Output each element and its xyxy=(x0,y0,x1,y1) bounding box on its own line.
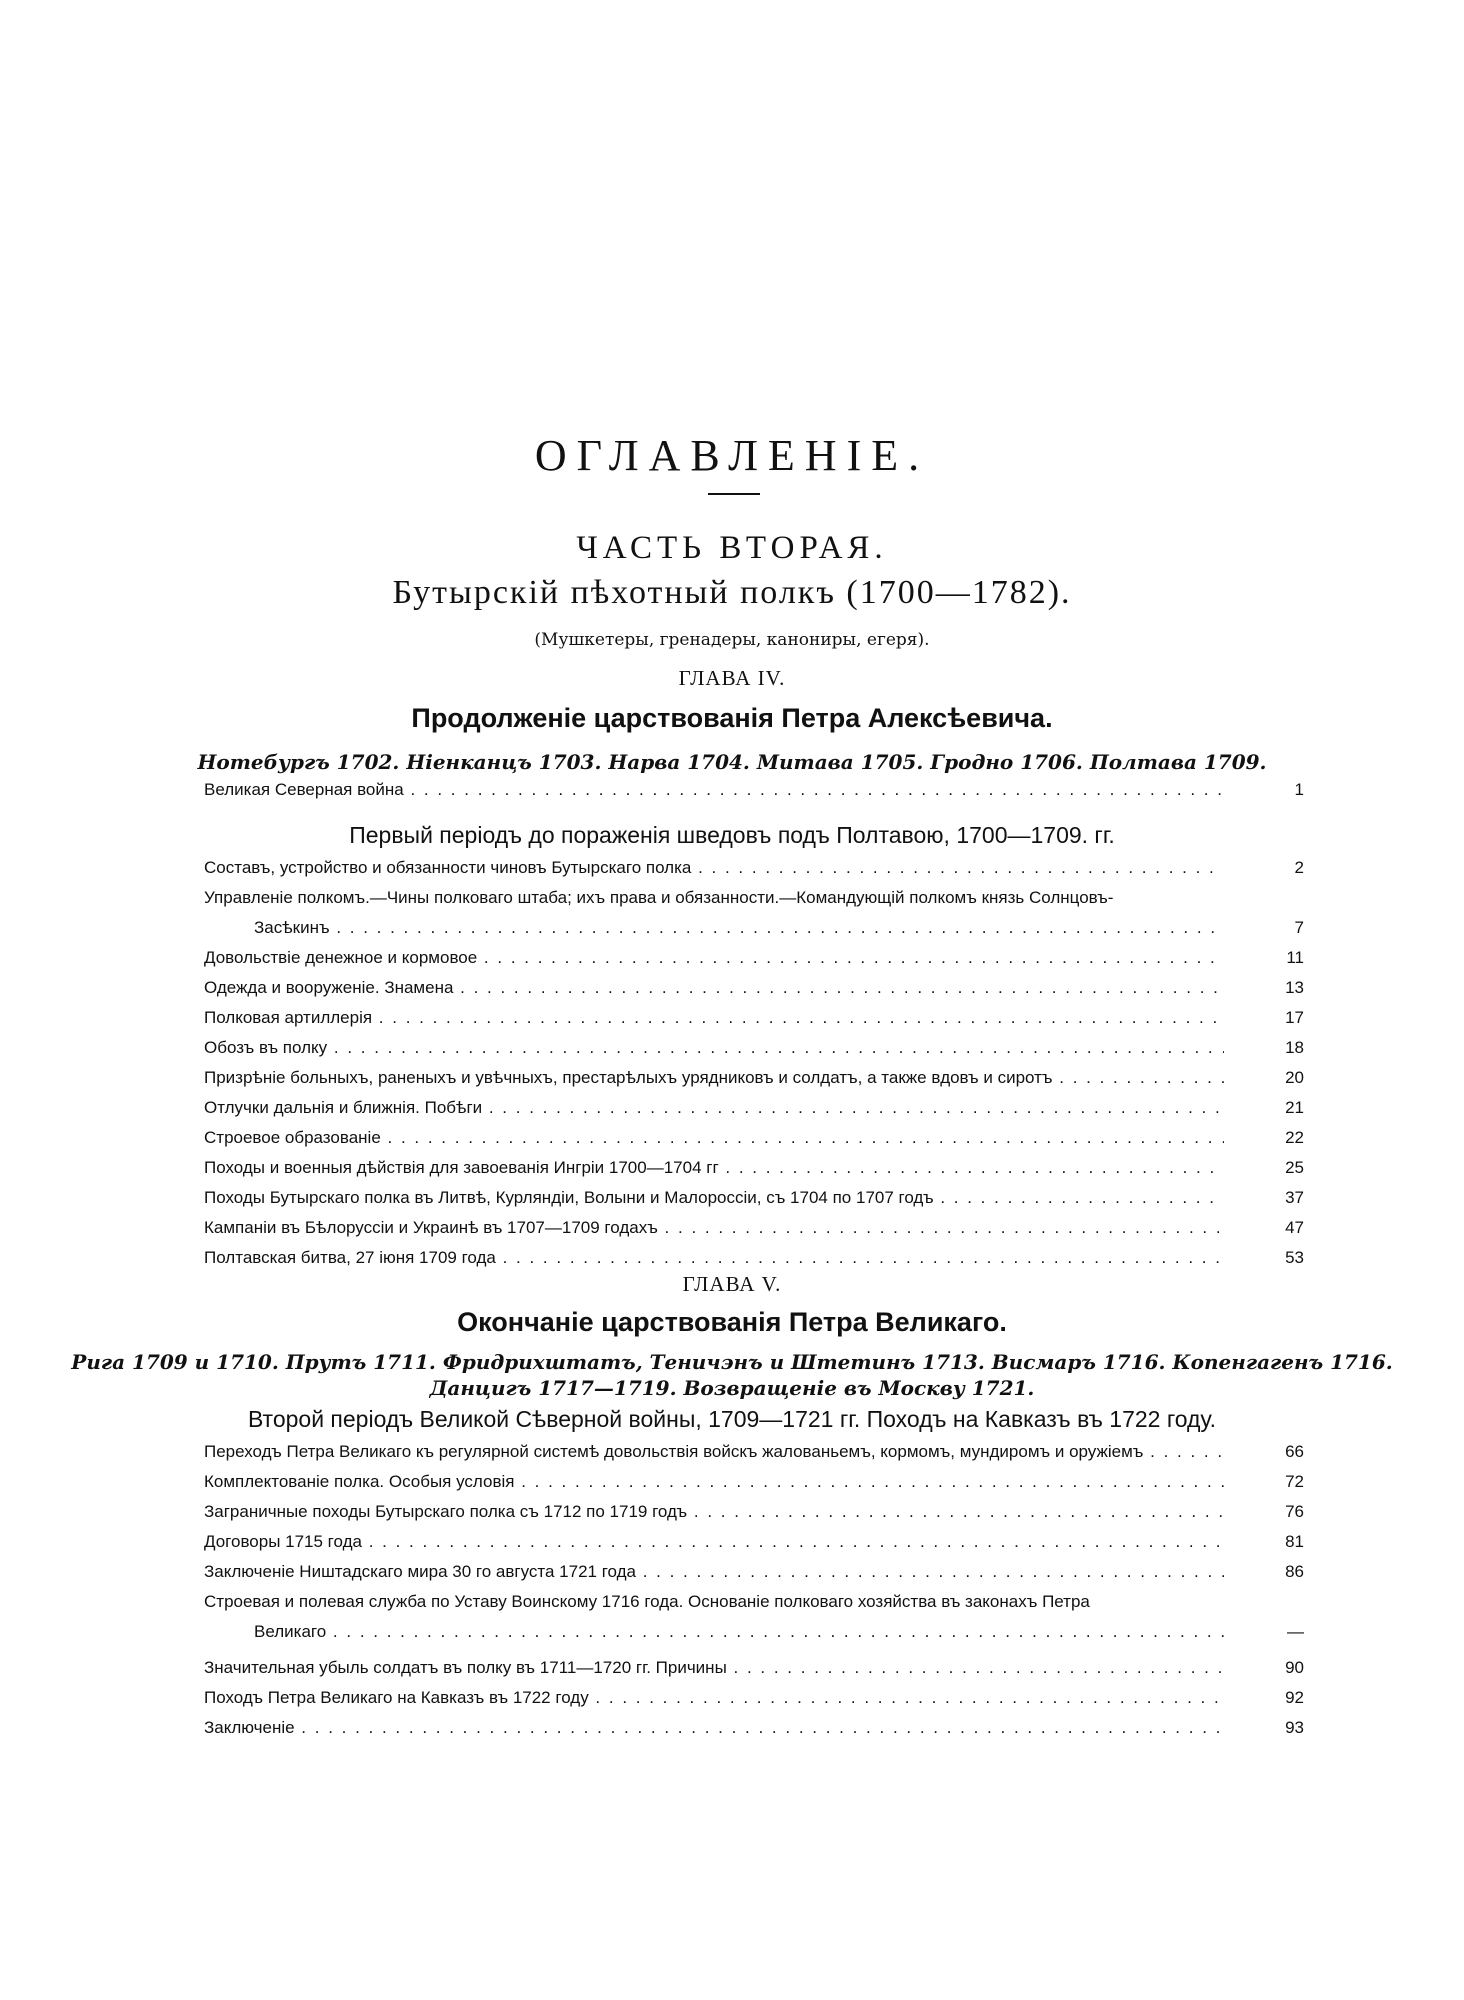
part-title: ЧАСТЬ ВТОРАЯ. xyxy=(576,530,888,566)
toc-entry-text: Полковая артиллерія . . . xyxy=(204,1008,1224,1028)
toc-entry xyxy=(204,1592,1304,1622)
toc-entry xyxy=(204,978,1304,1008)
toc-entry-text: Полтавская битва, 27 іюня 1709 года . . . xyxy=(204,1248,1224,1268)
toc-entry-page: 25 xyxy=(1285,1158,1304,1177)
regiment-branches: (Мушкетеры, гренадеры, канониры, егеря). xyxy=(534,630,930,650)
toc-entry-page: 17 xyxy=(1285,1008,1304,1027)
toc-entry-page: 18 xyxy=(1285,1038,1304,1057)
toc-entry-page: 76 xyxy=(1285,1502,1304,1521)
toc-entry-text: Строевая и полевая служба по Уставу Воинскому 1716 года. Основаніе полковаго хозяйства въ законахъ Петра xyxy=(204,1592,1090,1611)
chapter-5-label: ГЛАВА V. xyxy=(682,1272,782,1296)
chapter-5-places-1: Рига 1709 и 1710. Прутъ 1711. Фридрихштатъ, Теничэнъ и Штетинъ 1713. Висмаръ 1716. Копенгагенъ 1716. xyxy=(71,1350,1393,1374)
page-title: ОГЛАВЛЕНІЕ. xyxy=(534,431,930,480)
toc-entry-page: 37 xyxy=(1285,1188,1304,1207)
toc-entry-text: Призрѣніе больныхъ, раненыхъ и увѣчныхъ, престарѣлыхъ урядниковъ и солдатъ, а также вдовъ и сиротъ . . . xyxy=(204,1068,1224,1088)
toc-entry xyxy=(204,1472,1304,1502)
toc-entry xyxy=(204,1038,1304,1068)
toc-entry-text: Переходъ Петра Великаго къ регулярной системѣ довольствія войскъ жалованьемъ, кормомъ, мундиромъ и оружіемъ . . . xyxy=(204,1442,1224,1462)
toc-entry xyxy=(204,1532,1304,1562)
toc-entry-text: Управленіе полкомъ.—Чины полковаго штаба; ихъ права и обязанности.—Командующій полкомъ князь Солнцовъ- xyxy=(204,888,1114,907)
toc-entry-text: Договоры 1715 года . . . xyxy=(204,1532,1224,1552)
toc-entry-page: 81 xyxy=(1285,1532,1304,1551)
toc-entry-page: 53 xyxy=(1285,1248,1304,1267)
toc-entry-text: Заключеніе . . . xyxy=(204,1718,1224,1738)
chapter-4-heading: Продолженіе царствованія Петра Алексѣевича. xyxy=(411,703,1053,733)
toc-entry xyxy=(204,858,1304,888)
toc-entry-page: 86 xyxy=(1285,1562,1304,1581)
toc-entry-text: Значительная убыль солдатъ въ полку въ 1711—1720 гг. Причины . . . xyxy=(204,1658,1224,1678)
toc-entry-page: 22 xyxy=(1285,1128,1304,1147)
toc-entry xyxy=(204,888,1304,918)
toc-entry xyxy=(204,1622,1304,1652)
toc-entry-text: Составъ, устройство и обязанности чиновъ Бутырскаго полка . . . xyxy=(204,858,1224,878)
toc-entry xyxy=(204,1158,1304,1188)
toc-entry-page: 20 xyxy=(1285,1068,1304,1087)
toc-entry xyxy=(204,1068,1304,1098)
chapter-5-heading: Окончаніе царствованія Петра Великаго. xyxy=(457,1307,1007,1337)
toc-entry-text: Походъ Петра Великаго на Кавказъ въ 1722 году . . . xyxy=(204,1688,1224,1708)
toc-entry-text: Строевое образованіе . . . xyxy=(204,1128,1224,1148)
toc-entry-text: Походы Бутырскаго полка въ Литвѣ, Курляндіи, Волыни и Малороссіи, съ 1704 по 1707 годъ . . . xyxy=(204,1188,1224,1208)
toc-entry-text: Великая Северная война . . . xyxy=(204,780,1224,800)
toc-entry-page: 93 xyxy=(1285,1718,1304,1737)
toc-entry-page: 13 xyxy=(1285,978,1304,997)
toc-entry-page: 47 xyxy=(1285,1218,1304,1237)
toc-entry-text: Одежда и вооруженіе. Знамена . . . xyxy=(204,978,1224,998)
toc-entry-page: 90 xyxy=(1285,1658,1304,1677)
toc-entry-page: 2 xyxy=(1294,858,1304,877)
toc-entry-page: — xyxy=(1287,1622,1304,1641)
chapter-4-period: Первый періодъ до пораженія шведовъ подъ Полтавою, 1700—1709. гг. xyxy=(349,822,1115,848)
toc-entry-page: 21 xyxy=(1285,1098,1304,1117)
toc-entry xyxy=(204,1718,1304,1748)
toc-entry xyxy=(204,1128,1304,1158)
chapter-5-period: Второй періодъ Великой Сѣверной войны, 1709—1721 гг. Походъ на Кавказъ въ 1722 году. xyxy=(247,1406,1217,1432)
toc-entry-page: 7 xyxy=(1294,918,1304,937)
toc-entry-text: Заключеніе Ништадскаго мира 30 го августа 1721 года . . . xyxy=(204,1562,1224,1582)
toc-entry xyxy=(204,1008,1304,1038)
toc-entry xyxy=(204,948,1304,978)
toc-entry xyxy=(204,1502,1304,1532)
toc-entry-text: Кампаніи въ Бѣлоруссіи и Украинѣ въ 1707—1709 годахъ . . . xyxy=(204,1218,1224,1238)
toc-entry-page: 72 xyxy=(1285,1472,1304,1491)
chapter-4-places: Нотебургъ 1702. Ніенканцъ 1703. Нарва 1704. Митава 1705. Гродно 1706. Полтава 1709. xyxy=(197,750,1267,774)
toc-entry-text: Засѣкинъ . . . xyxy=(254,918,1224,938)
toc-entry xyxy=(204,1442,1304,1472)
regiment-title: Бутырскій пѣхотный полкъ (1700—1782). xyxy=(392,574,1072,611)
toc-entry-page: 66 xyxy=(1285,1442,1304,1461)
toc-entry xyxy=(204,1688,1304,1718)
toc-entry xyxy=(204,918,1304,948)
toc-entry-page: 92 xyxy=(1285,1688,1304,1707)
toc-entry xyxy=(204,1218,1304,1248)
toc-entry xyxy=(204,780,1304,810)
toc-entry-text: Довольствіе денежное и кормовое . . . xyxy=(204,948,1224,968)
toc-entry-text: Заграничные походы Бутырскаго полка съ 1712 по 1719 годъ . . . xyxy=(204,1502,1224,1522)
toc-entry xyxy=(204,1658,1304,1688)
toc-entry xyxy=(204,1188,1304,1218)
toc-entry-text: Обозъ въ полку . . . xyxy=(204,1038,1224,1058)
toc-entry xyxy=(204,1098,1304,1128)
toc-entry-text: Комплектованіе полка. Особыя условія . . . xyxy=(204,1472,1224,1492)
toc-entry-page: 11 xyxy=(1286,948,1304,967)
toc-entry-page: 1 xyxy=(1294,780,1304,799)
chapter-5-places-2: Данцигъ 1717—1719. Возвращеніе въ Москву 1721. xyxy=(429,1376,1035,1400)
toc-entry-text: Походы и военныя дѣйствія для завоеванія Ингріи 1700—1704 гг . . . xyxy=(204,1158,1224,1178)
toc-entry-text: Отлучки дальнія и ближнія. Побѣги . . . xyxy=(204,1098,1224,1118)
chapter-4-label: ГЛАВА IV. xyxy=(678,666,786,690)
toc-entry-text: Великаго . . . xyxy=(254,1622,1224,1642)
toc-entry xyxy=(204,1562,1304,1592)
title-rule xyxy=(708,493,760,495)
